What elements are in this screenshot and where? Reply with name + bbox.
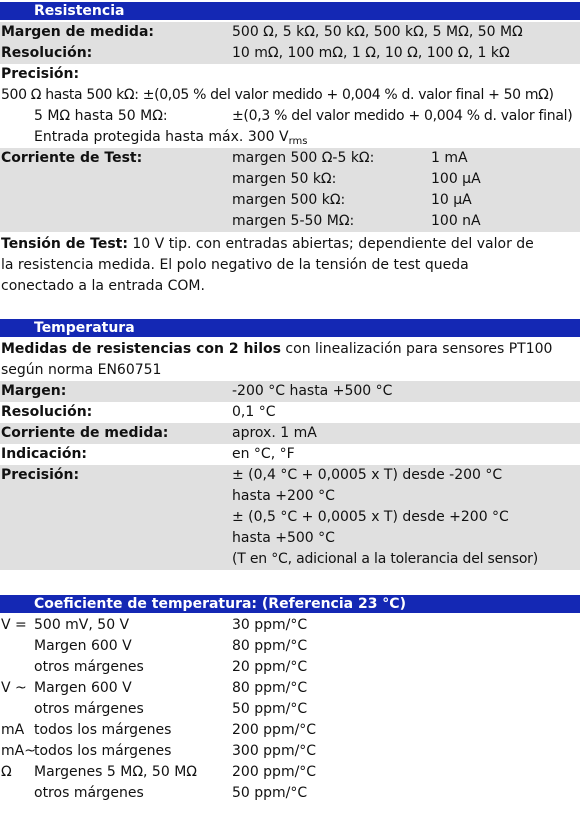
spec-row-resolucion xyxy=(0,43,580,64)
spec-row-precision xyxy=(0,486,580,507)
spec-value: 500 Ω, 5 kΩ, 50 kΩ, 500 kΩ, 5 MΩ, 50 MΩ xyxy=(232,24,523,40)
intro-text: Medidas de resistencias con 2 hilos con linealización para sensores PT100 xyxy=(1,341,553,357)
section-header-temperatura: Temperatura xyxy=(0,319,580,337)
coef-value: 200 ppm/°C xyxy=(232,722,317,738)
tension-paragraph xyxy=(0,276,580,297)
spec-row-precision xyxy=(0,507,580,528)
coef-value: 80 ppm/°C xyxy=(232,680,308,696)
spec-label: Margen de medida: xyxy=(1,24,155,40)
spec-row-corriente xyxy=(0,169,580,190)
spec-label: Corriente de medida: xyxy=(1,425,169,441)
coef-prefix: V = xyxy=(1,617,27,633)
tension-text: Tensión de Test: 10 V tip. con entradas abiertas; dependiente del valor de xyxy=(1,236,534,252)
corriente-margen: margen 500 Ω-5 kΩ: xyxy=(232,150,375,166)
coef-row xyxy=(0,657,580,678)
precision-text: 500 Ω hasta 500 kΩ: ±(0,05 % del valor medido + 0,004 % d. valor final + 50 mΩ) xyxy=(1,87,554,103)
spec-row-corriente xyxy=(0,211,580,232)
spec-value: 0,1 °C xyxy=(232,404,276,420)
coef-desc: otros márgenes xyxy=(34,659,144,675)
corriente-margen: margen 500 kΩ: xyxy=(232,192,346,208)
corriente-valor: 1 mA xyxy=(431,150,468,166)
tension-paragraph xyxy=(0,255,580,276)
spec-label: Margen: xyxy=(1,383,67,399)
coef-value: 50 ppm/°C xyxy=(232,701,308,717)
coef-value: 50 ppm/°C xyxy=(232,785,308,801)
spec-value: -200 °C hasta +500 °C xyxy=(232,383,393,399)
coef-row xyxy=(0,699,580,720)
spec-value: en °C, °F xyxy=(232,446,295,462)
coef-value: 200 ppm/°C xyxy=(232,764,317,780)
spec-row-precision xyxy=(0,528,580,549)
coef-desc: Margen 600 V xyxy=(34,638,132,654)
coef-row xyxy=(0,615,580,636)
tension-text: conectado a la entrada COM. xyxy=(1,278,205,294)
coef-row xyxy=(0,783,580,804)
coef-prefix: V ~ xyxy=(1,680,27,696)
precision-text: ±(0,3 % del valor medido + 0,004 % d. valor final) xyxy=(232,108,573,124)
corriente-valor: 100 nA xyxy=(431,213,481,229)
precision-line xyxy=(0,85,580,106)
temperatura-intro xyxy=(0,339,580,360)
coef-value: 30 ppm/°C xyxy=(232,617,308,633)
spec-row-corriente xyxy=(0,148,580,169)
spec-row-margen xyxy=(0,22,580,43)
coef-prefix: Ω xyxy=(1,764,12,780)
spec-label: Corriente de Test: xyxy=(1,150,143,166)
corriente-margen: margen 50 kΩ: xyxy=(232,171,337,187)
rms-subscript: rms xyxy=(288,136,308,147)
coef-value: 80 ppm/°C xyxy=(232,638,308,654)
spec-value: 10 mΩ, 100 mΩ, 1 Ω, 10 Ω, 100 Ω, 1 kΩ xyxy=(232,45,510,61)
coef-desc: todos los márgenes xyxy=(34,743,172,759)
coef-value: 300 ppm/°C xyxy=(232,743,317,759)
coef-row xyxy=(0,762,580,783)
precision-line xyxy=(0,127,580,148)
section-header-resistencia: Resistencia xyxy=(0,2,580,20)
coef-desc: otros márgenes xyxy=(34,701,144,717)
spec-value: hasta +500 °C xyxy=(232,530,335,546)
coef-desc: todos los márgenes xyxy=(34,722,172,738)
precision-range: 5 MΩ hasta 50 MΩ: xyxy=(34,108,168,124)
coef-row xyxy=(0,720,580,741)
spec-label: Resolución: xyxy=(1,404,93,420)
temperatura-intro xyxy=(0,360,580,381)
tension-paragraph xyxy=(0,234,580,255)
intro-text: según norma EN60751 xyxy=(1,362,162,378)
spec-row-margen xyxy=(0,381,580,402)
corriente-valor: 10 µA xyxy=(431,192,472,208)
coef-desc: otros márgenes xyxy=(34,785,144,801)
spec-row-corriente xyxy=(0,423,580,444)
spec-label: Resolución: xyxy=(1,45,93,61)
coef-desc: Margenes 5 MΩ, 50 MΩ xyxy=(34,764,197,780)
corriente-valor: 100 µA xyxy=(431,171,481,187)
coef-value: 20 ppm/°C xyxy=(232,659,308,675)
spec-row-precision xyxy=(0,465,580,486)
spec-row-indicacion xyxy=(0,444,580,465)
spec-value: hasta +200 °C xyxy=(232,488,335,504)
spec-label: Indicación: xyxy=(1,446,88,462)
spec-label: Precisión: xyxy=(1,467,80,483)
spec-label: Tensión de Test: xyxy=(1,236,128,252)
spec-value: ± (0,4 °C + 0,0005 x T) desde -200 °C xyxy=(232,467,503,483)
coef-row xyxy=(0,678,580,699)
corriente-margen: margen 5-50 MΩ: xyxy=(232,213,355,229)
spec-row-resolucion xyxy=(0,402,580,423)
spec-label: Precisión: xyxy=(1,66,80,82)
spec-row-precision xyxy=(0,549,580,570)
coef-desc: Margen 600 V xyxy=(34,680,132,696)
coef-prefix: mA~ xyxy=(1,743,36,759)
section-header-coeficiente: Coeficiente de temperatura: (Referencia 23 °C) xyxy=(0,595,580,613)
coef-row xyxy=(0,741,580,762)
precision-line xyxy=(0,106,580,127)
tension-text: la resistencia medida. El polo negativo de la tensión de test queda xyxy=(1,257,469,273)
coef-row xyxy=(0,636,580,657)
spec-value: (T en °C, adicional a la tolerancia del sensor) xyxy=(232,551,539,567)
spec-row-corriente xyxy=(0,190,580,211)
spec-value: ± (0,5 °C + 0,0005 x T) desde +200 °C xyxy=(232,509,509,525)
spec-value: aprox. 1 mA xyxy=(232,425,317,441)
coef-prefix: mA xyxy=(1,722,25,738)
spec-row-precision xyxy=(0,64,580,85)
precision-text: Entrada protegida hasta máx. 300 $V_{rms}$ xyxy=(34,129,308,147)
coef-desc: 500 mV, 50 V xyxy=(34,617,130,633)
